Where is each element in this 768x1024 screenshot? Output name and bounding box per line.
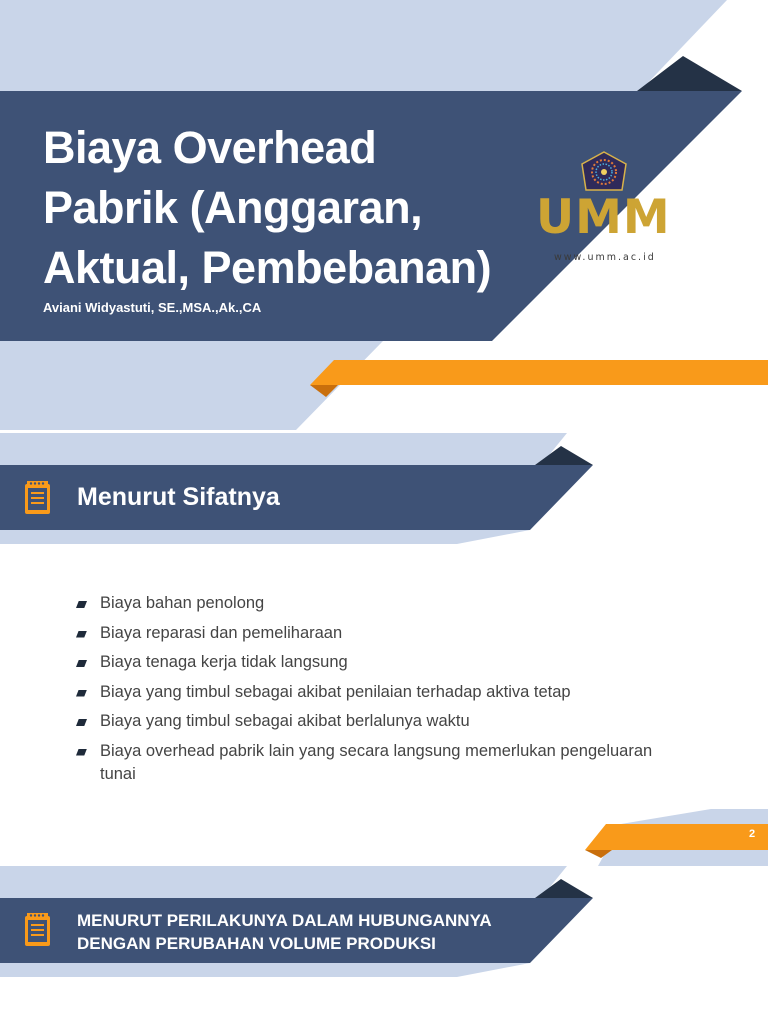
list-item bbox=[76, 622, 676, 645]
bullet-icon bbox=[76, 690, 87, 697]
list-item-text: Biaya bahan penolong bbox=[100, 594, 265, 612]
section-light-band-bottom bbox=[0, 530, 530, 544]
section-light-band bbox=[0, 433, 567, 465]
list-item bbox=[76, 710, 676, 733]
section-title: Menurut Sifatnya bbox=[77, 483, 280, 511]
top-light-band bbox=[0, 0, 727, 91]
bullet-icon bbox=[76, 601, 87, 608]
author-name: Aviani Widyastuti, SE.,MSA.,Ak.,CA bbox=[43, 300, 262, 315]
list-item-text: Biaya yang timbul sebagai akibat berlalunya waktu bbox=[100, 712, 470, 730]
bullet-icon bbox=[76, 631, 87, 638]
section3-light-band bbox=[0, 866, 567, 898]
section3-light-band-bottom bbox=[0, 963, 530, 977]
list-item bbox=[76, 592, 676, 615]
list-item-text: Biaya overhead pabrik lain yang secara langsung memerlukan pengeluaran tunai bbox=[100, 741, 653, 783]
bullet-icon bbox=[76, 660, 87, 667]
logo-text: UMM bbox=[536, 190, 671, 245]
notepad-icon bbox=[23, 912, 52, 948]
list-item-text: Biaya tenaga kerja tidak langsung bbox=[100, 653, 348, 671]
list-item bbox=[76, 740, 676, 786]
list-item-text: Biaya reparasi dan pemeliharaan bbox=[100, 623, 343, 642]
orange-accent-bar bbox=[310, 360, 768, 385]
bullet-list bbox=[76, 592, 676, 792]
bullet-icon bbox=[76, 749, 87, 756]
notepad-icon bbox=[23, 480, 52, 516]
slide-title: Biaya Overhead Pabrik (Anggaran, Aktual, Pembebanan) bbox=[43, 122, 492, 293]
section-title: MENURUT PERILAKUNYA DALAM HUBUNGANNYA DENGAN PERUBAHAN VOLUME PRODUKSI bbox=[77, 911, 491, 953]
logo-url: www.umm.ac.id bbox=[554, 252, 656, 263]
list-item-text: Biaya yang timbul sebagai akibat penilaian terhadap aktiva tetap bbox=[100, 682, 571, 701]
footer-orange-bar bbox=[585, 824, 768, 850]
list-item bbox=[76, 651, 676, 674]
bullet-icon bbox=[76, 719, 87, 726]
list-item bbox=[76, 681, 676, 704]
page-number: 2 bbox=[749, 828, 756, 840]
